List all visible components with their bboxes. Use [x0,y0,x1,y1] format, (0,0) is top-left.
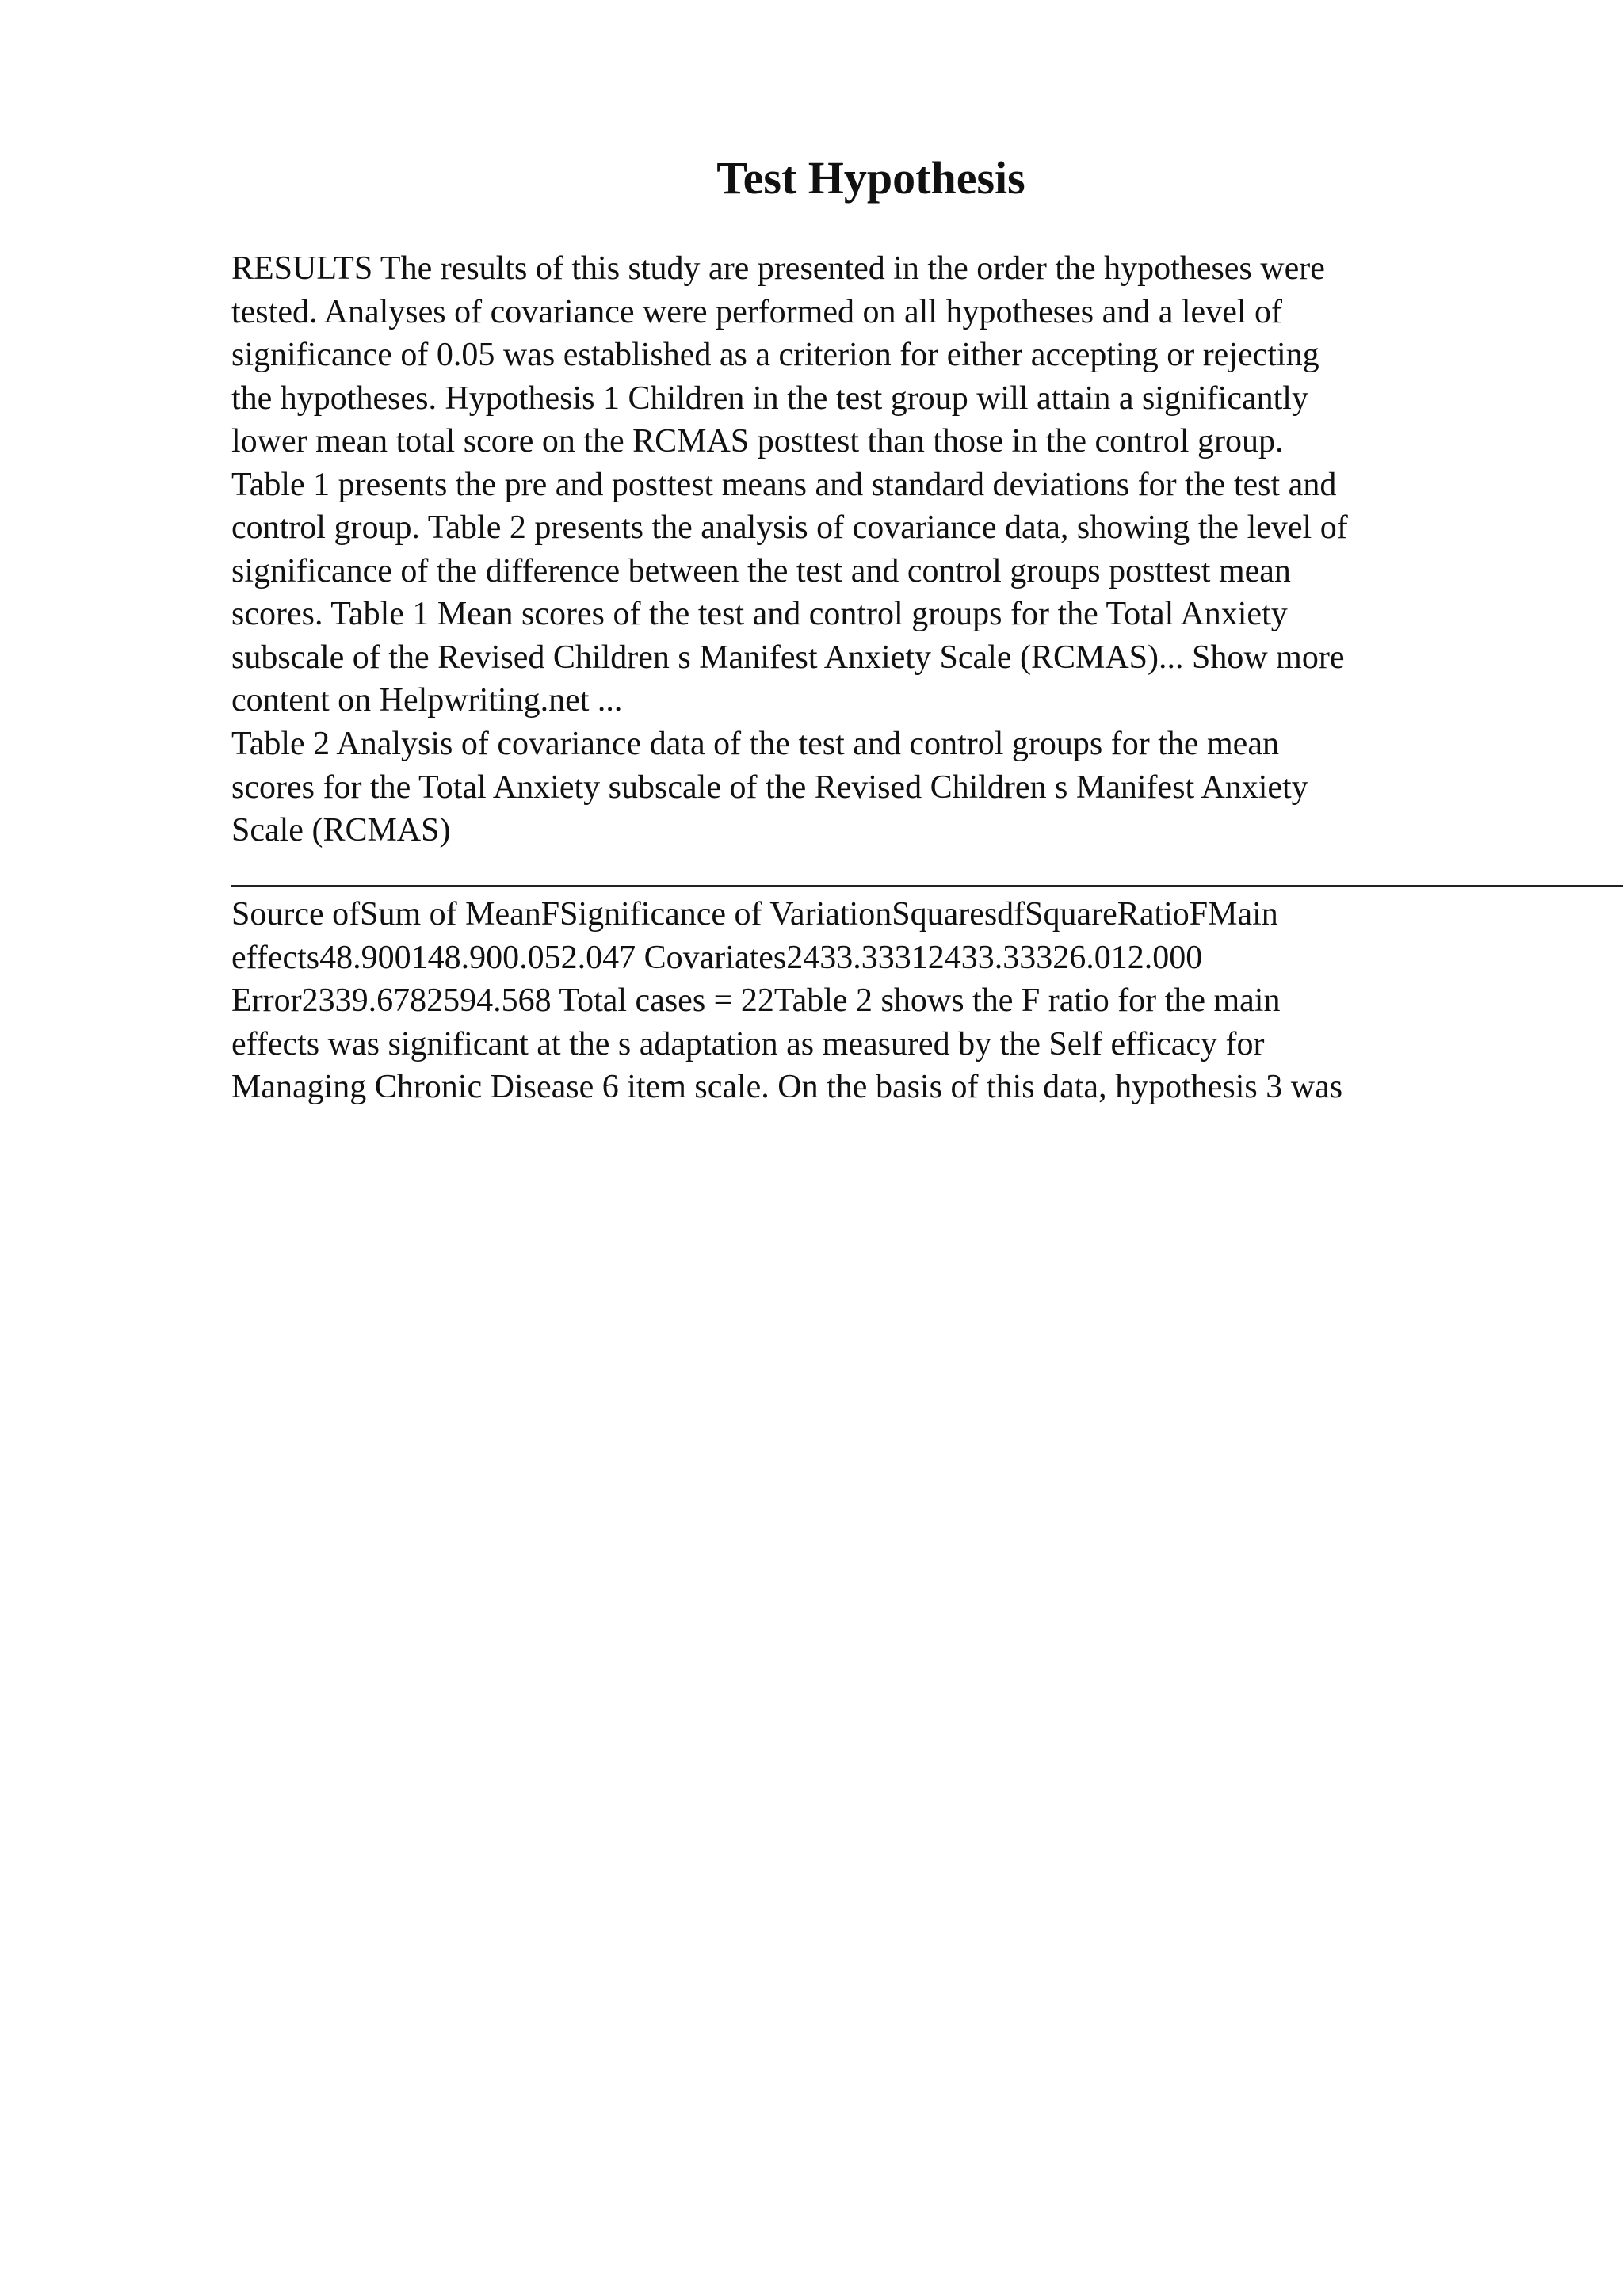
text-line: effects was significant at the s adaptation as measured by the Self efficacy for [231,1025,1265,1062]
text-line: RESULTS The results of this study are presented in the order the hypotheses were [231,250,1325,287]
text-line: control group. Table 2 presents the analysis of covariance data, showing the level of [231,509,1348,546]
text-line: effects48.900148.900.052.047 Covariates2433.33312433.33326.012.000 [231,939,1203,976]
text-line: Source ofSum of MeanFSignificance of VariationSquaresdfSquareRatioFMain [231,896,1278,933]
text-line: the hypotheses. Hypothesis 1 Children in the test group will attain a significantly [231,379,1308,417]
text-line: Table 2 Analysis of covariance data of the test and control groups for the mean [231,726,1279,762]
text-line: significance of 0.05 was established as a criterion for either accepting or rejecting [231,337,1319,373]
page-title: Test Hypothesis [716,152,1025,204]
text-line: lower mean total score on the RCMAS posttest than those in the control group. [231,423,1284,460]
text-line: content on Helpwriting.net ... [231,682,623,719]
text-line: Error2339.6782594.568 Total cases = 22Table 2 shows the F ratio for the main [231,982,1281,1019]
table-data-paragraph [231,893,1499,1109]
text-line: Table 1 presents the pre and posttest means and standard deviations for the test and [231,466,1337,503]
text-line: Scale (RCMAS) [231,812,451,849]
text-line: Managing Chronic Disease 6 item scale. On the basis of this data, hypothesis 3 was [231,1069,1343,1105]
text-line: subscale of the Revised Children s Manifest Anxiety Scale (RCMAS)... Show more [231,639,1345,676]
text-line: tested. Analyses of covariance were performed on all hypotheses and a level of [231,293,1282,330]
table-caption-paragraph [231,723,1499,852]
text-line: scores. Table 1 Mean scores of the test and control groups for the Total Anxiety [231,596,1288,632]
text-line: significance of the difference between the test and control groups posttest mean [231,552,1291,589]
results-paragraph [231,247,1499,723]
horizontal-rule [231,885,1623,887]
text-line: scores for the Total Anxiety subscale of the Revised Children s Manifest Anxiety [231,769,1308,806]
